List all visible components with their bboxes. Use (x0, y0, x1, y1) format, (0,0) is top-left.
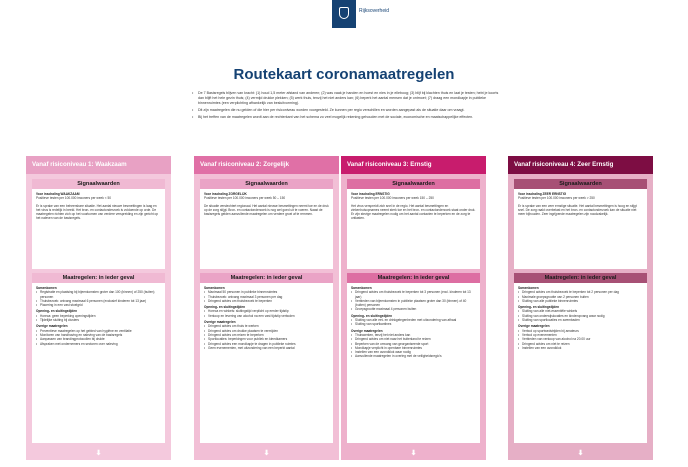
risk-level-column (341, 156, 486, 460)
signal-box (514, 179, 647, 269)
measure-item: • Aanpassen van brandingprotocollen bij drukte (36, 337, 161, 341)
measure-item: • Placering in een vast stoelgrid (36, 303, 161, 307)
measure-item: • Geen evenementen, met uitzondering van een beperkt aantal (204, 346, 329, 350)
measure-item: • Sluiting van sportkantines (351, 322, 476, 326)
measure-item: • Registratie en plaatsing bij bijeenkomsten groter dan 100 (binnen) of 250 (buiten) personen (36, 290, 161, 299)
measure-item: • Verbieden van bijeenkomsten in publieke plaatsen groter dan 30 (binnen) of 40 (buiten) personen (351, 299, 476, 308)
measures-box (347, 273, 480, 443)
measure-group-label: Samenkomen (204, 286, 225, 290)
signal-label: Voor inschaling ERNSTIG (351, 192, 390, 196)
measure-list (204, 309, 329, 318)
measure-group-label: Samenkomen (518, 286, 539, 290)
measure-item: • Dringend advies om thuisbezoek te beperken (204, 299, 329, 303)
measures-title: Maatregelen: in ieder geval (514, 273, 647, 283)
signal-box (32, 179, 165, 269)
intro-list (192, 91, 504, 122)
measure-item: • Aanvullende maatregelen in overleg met de veiligheidsregio's (351, 354, 476, 358)
column-header: Vanaf risiconiveau 3: Ernstig (341, 156, 486, 174)
measure-item: • Afspraken met ondernemers en sectoren over naleving (36, 342, 161, 346)
measure-item: • Dringend advies om reizen te beperken (204, 333, 329, 337)
intro-item: • Dit zijn maatregelen die nu gelden of die hier per risiconiveau worden voorgesteld. Ze kunnen per regio verschillen en worden aangepast als de situatie daar om vraagt. (192, 108, 504, 113)
measure-list (351, 333, 476, 359)
measure-group-label: Opening- en sluitingstijden (204, 305, 246, 310)
signal-title: Signaalwaarden (200, 179, 333, 189)
measures-content (347, 283, 480, 364)
signal-description: Er is sprake van een zeer ernstige situatie. Het aantal besmettingen is hoog en stijgt snel. De zorg raakt overbelast en het bron- en contactonderzoek kan de situatie niet meer bijhouden. Zeer ingrijpende maatregelen zijn noodzakelijk. (518, 203, 637, 217)
signal-box (200, 179, 333, 269)
measures-content (32, 283, 165, 351)
measure-item: • Sluiting van alle niet-essentiële winkels (518, 309, 643, 313)
signal-threshold (36, 192, 161, 201)
measure-item: • Instellen van een avondklok (518, 346, 643, 350)
measures-box (32, 273, 165, 443)
measure-list (518, 290, 643, 303)
measure-group-label: Overige maatregelen (204, 320, 236, 325)
signal-label: Voor inschaling WAAKZAAM (36, 192, 80, 196)
signal-value: Positieve testen per 100.000 inwoners per week 150 – 250 (351, 196, 434, 201)
measure-item: • Dringend advies om niet naar het buitenland te reizen (351, 337, 476, 341)
column-header: Vanaf risiconiveau 1: Waakzaam (26, 156, 171, 174)
signal-value: Positieve testen per 100.000 inwoners per week < 50 (36, 196, 112, 201)
measures-box (200, 273, 333, 443)
measure-item: • Dringend advies om thuis te werken (204, 324, 329, 328)
measure-group-label: Overige maatregelen (36, 324, 68, 329)
site-header (0, 0, 688, 28)
measure-item: • Mondkapje verplicht in openbare binnenruimtes (351, 346, 476, 350)
measure-list (204, 290, 329, 303)
measure-item: • Verbod op evenementen (518, 333, 643, 337)
signal-box (347, 179, 480, 269)
signal-value: Positieve testen per 100.000 inwoners per week 50 – 150 (204, 196, 286, 201)
measure-list (36, 290, 161, 307)
measure-item: • Sluiting van onderwijslocaties en kinderopvang waar nodig (518, 314, 643, 318)
measure-group-label: Opening- en sluitingstijden (518, 305, 560, 310)
signal-title: Signaalwaarden (32, 179, 165, 189)
measure-item: • Sluiting van alle eet- en drinkgelegenheden met uitzondering van afhaal (351, 318, 476, 322)
signal-content (32, 189, 165, 227)
signal-description: De situatie verslechtert regionaal. Het aantal nieuwe besmettingen neemt toe en de druk op de zorg stijgt. Bron- en contactonderzoek is nog wel goed uit te voeren. Naast de basisregels gelden aanvullende maatregelen om verdere groei af te remmen. (204, 203, 329, 217)
measures-title: Maatregelen: in ieder geval (200, 273, 333, 283)
arrow-down-icon[interactable]: ⬇ (577, 450, 584, 457)
arrow-down-icon[interactable]: ⬇ (263, 450, 270, 457)
measure-item: • Dringend advies om drukke plaatsen te vermijden (204, 329, 329, 333)
measure-item: • Sluiting van sportlocaties en zwembaden (518, 318, 643, 322)
measure-item: • Maximaal 50 personen in publieke binnenruimtes (204, 290, 329, 294)
measure-item: • Thuisbezoek: ontvang maximaal 3 personen per dag (204, 295, 329, 299)
column-header: Vanaf risiconiveau 2: Zorgelijk (194, 156, 339, 174)
measure-list (36, 314, 161, 323)
measure-item: • Instellen van een avondklok waar nodig (351, 350, 476, 354)
measure-item: • Dringend advies om niet te reizen (518, 342, 643, 346)
signal-content (347, 189, 480, 227)
risk-level-column (508, 156, 653, 460)
measure-group-label: Opening- en sluitingstijden (351, 313, 393, 318)
measure-group-label: Opening- en sluitingstijden (36, 309, 78, 314)
measure-item: • Preventieve maatregelen op het gebied van hygiëne en ventilatie (36, 329, 161, 333)
measures-title: Maatregelen: in ieder geval (347, 273, 480, 283)
signal-threshold (351, 192, 476, 201)
measure-item: • Thuiswerken, tenzij het niet anders kan (351, 333, 476, 337)
signal-content (200, 189, 333, 222)
measure-list (518, 329, 643, 350)
column-body (508, 174, 653, 460)
measure-list (518, 309, 643, 322)
signal-description: Er is sprake van een beheersbare situatie. Het aantal nieuwe besmettingen is laag en het virus is redelijk in beeld. Het bron- en contactonderzoek is voldoende op orde. De maatregelen richten zich op het voorkomen van verdere verspreiding en zijn gericht op het naleven van de basisregels. (36, 203, 159, 221)
intro-item: • Bij het treffen van de maatregelen wordt aan de rechterkant van het schema zo veel mogelijk rekening gehouden met de sociale, economische en maatschappelijke effecten. (192, 115, 504, 120)
risk-level-column (26, 156, 171, 460)
crest-icon[interactable] (332, 0, 356, 28)
measures-content (514, 283, 647, 355)
arrow-down-icon[interactable]: ⬇ (410, 450, 417, 457)
signal-label: Voor inschaling ZEER ERNSTIG (518, 192, 567, 196)
signal-title: Signaalwaarden (514, 179, 647, 189)
measure-list (351, 290, 476, 311)
measure-item: • Thuisbezoek: ontvang maximaal 6 personen (exclusief kinderen tot 13 jaar) (36, 299, 161, 303)
measure-item: • Monitoren van handhaving en naleving van de basisregels (36, 333, 161, 337)
brand-name[interactable]: Rijksoverheid (359, 8, 390, 14)
measure-item: • Horeca en winkels: sluitingstijd verplicht op eerder tijdstip (204, 309, 329, 313)
column-body (194, 174, 339, 460)
measure-item: • Groepsgrootte maximaal 4 personen buiten (351, 307, 476, 311)
measure-group-label: Overige maatregelen (518, 324, 550, 329)
signal-content (514, 189, 647, 222)
measure-group-label: Samenkomen (36, 286, 57, 290)
measure-item: • Horeca: geen beperking openingstijden (36, 314, 161, 318)
page-title: Routekaart coronamaatregelen (233, 66, 455, 83)
measure-item: • Dringend advies om thuisbezoek te beperken tot 3 personen (excl. kinderen tot 13 jaar) (351, 290, 476, 299)
measure-item: • Maximale groepsgrootte van 2 personen buiten (518, 295, 643, 299)
column-body (341, 174, 486, 460)
measures-title: Maatregelen: in ieder geval (32, 273, 165, 283)
measure-item: • Sluiting van alle publieke binnenruimtes (518, 299, 643, 303)
measure-group-label: Overige maatregelen (351, 328, 383, 333)
measure-list (36, 329, 161, 346)
column-body (26, 174, 171, 460)
signal-label: Voor inschaling ZORGELIJK (204, 192, 247, 196)
measures-content (200, 283, 333, 355)
column-header: Vanaf risiconiveau 4: Zeer Ernstig (508, 156, 653, 174)
signal-threshold (204, 192, 329, 201)
measure-item: • Dringend advies om thuisbezoek te beperken tot 2 personen per dag (518, 290, 643, 294)
measure-item: • Sportlocaties: beperkingen voor publiek en kleedkamers (204, 337, 329, 341)
signal-title: Signaalwaarden (347, 179, 480, 189)
signal-threshold (518, 192, 643, 201)
risk-level-column (194, 156, 339, 460)
measure-item: • Verkoop en levering van alcohol na een vast tijdstip verboden (204, 314, 329, 318)
intro-item: • De 7 Basisregels blijven van kracht: (1) houd 1,5 meter afstand van anderen; (2) was vaak je handen en hoest en nies in je elleboog; (3) blijf bij klachten thuis en laat je testen; hebt je koorts dan blijft het hele gezin thuis; (4) vermijd drukke plekken; (5) werk thuis, tenzij het niet anders kan; (6) beperk het aantal mensen dat je ontmoet; (7) draag een mondkapje in publieke binnenruimtes (een verplichting afhankelijk van besluitvorming). (192, 91, 504, 107)
signal-description: Het virus verspreidt zich snel in de regio. Het aantal besmettingen en ziekenhuisopnames neemt sterk toe en het bron- en contactonderzoek staat onder druk. Er zijn stevige maatregelen nodig om het aantal contacten te beperken en de zorg te ontlasten. (351, 203, 476, 221)
arrow-down-icon[interactable]: ⬇ (95, 450, 102, 457)
measure-item: • Beperken van de omvang van georganiseerde sport (351, 342, 476, 346)
measures-box (514, 273, 647, 443)
measure-item: • Verbieden van verkoop van alcohol na 20.00 uur (518, 337, 643, 341)
measure-item: • Verbod op sportwedstrijden bij amateurs (518, 329, 643, 333)
measure-item: • Tijdelijke sluiting bij clusters (36, 318, 161, 322)
measure-item: • Dringend advies een mondkapje te dragen in publieke ruimtes (204, 342, 329, 346)
measure-group-label: Samenkomen (351, 286, 372, 290)
signal-value: Positieve testen per 100.000 inwoners per week > 250 (518, 196, 595, 201)
measure-list (204, 324, 329, 350)
measure-list (351, 318, 476, 327)
